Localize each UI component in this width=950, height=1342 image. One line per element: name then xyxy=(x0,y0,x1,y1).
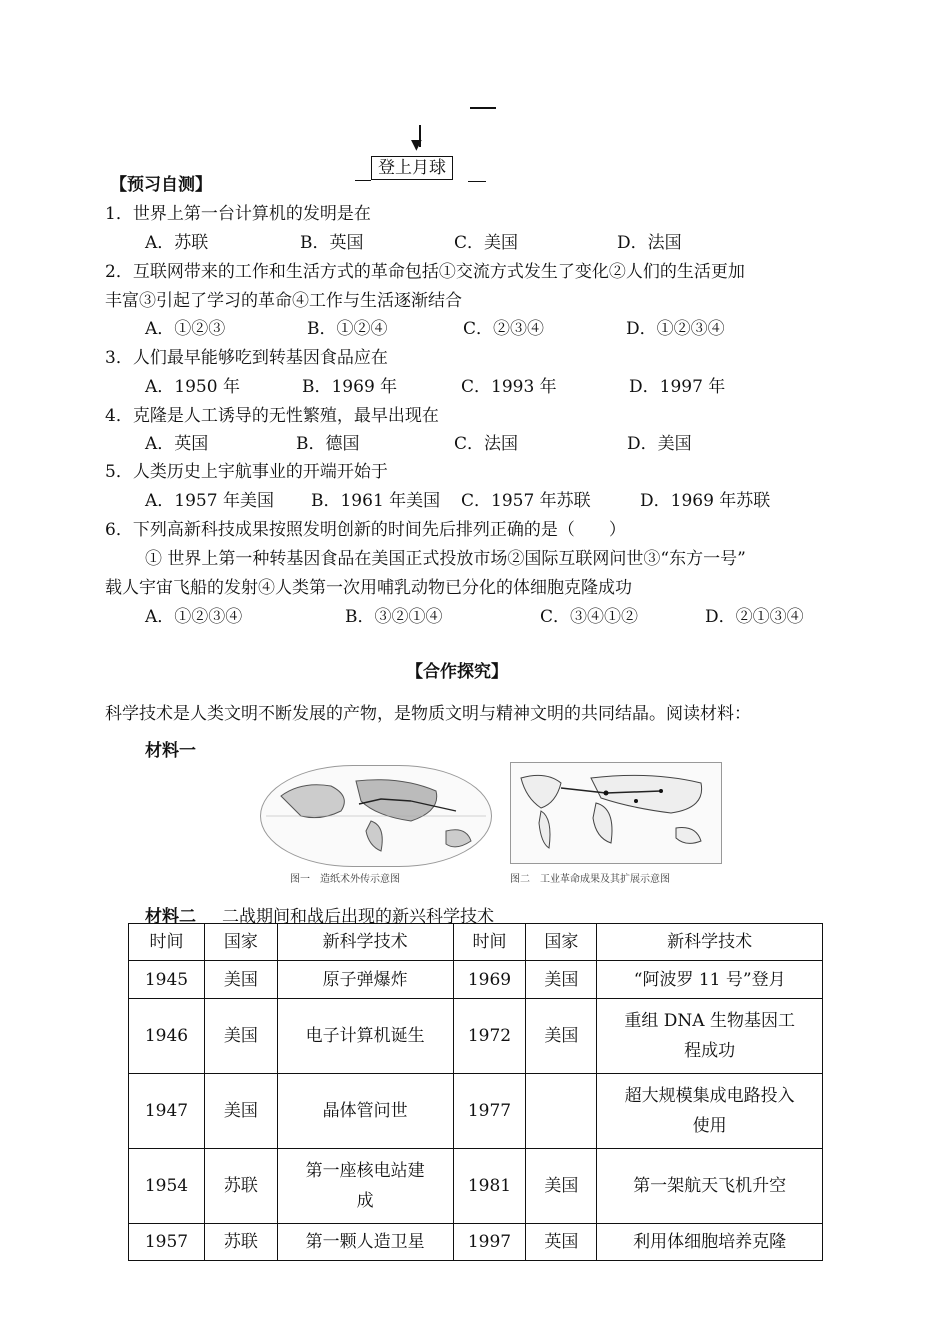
table-cell: 英国 xyxy=(526,1224,597,1261)
q1-option-b: B．英国 xyxy=(300,233,364,253)
q4-option-c: C．法国 xyxy=(454,434,519,454)
q6-option-a: A．①②③④ xyxy=(145,607,243,627)
q4-option-d: D．美国 xyxy=(627,434,692,454)
q6-option-b: B．③②①④ xyxy=(345,607,443,627)
q5-option-c: C．1957 年苏联 xyxy=(461,491,591,511)
material2-label: 材料二 xyxy=(145,907,196,927)
diagram-right-line xyxy=(468,181,486,182)
q5-stem: 5．人类历史上宇航事业的开端开始于 xyxy=(105,462,388,482)
table-cell: 美国 xyxy=(526,961,597,999)
table-cell: 超大规模集成电路投入使用 xyxy=(597,1074,823,1149)
preview-heading: 【预习自测】 xyxy=(110,175,212,195)
table-cell: 美国 xyxy=(526,1149,597,1224)
q3-option-b: B．1969 年 xyxy=(302,377,398,397)
q6-stem-continued-2: 载人宇宙飞船的发射④人类第一次用哺乳动物已分化的体细胞克隆成功 xyxy=(105,578,632,598)
q6-stem: 6．下列高新科技成果按照发明创新的时间先后排列正确的是（ ） xyxy=(105,520,626,540)
table-cell: 1947 xyxy=(129,1074,205,1149)
map1-illustration xyxy=(261,766,491,866)
table-cell: 美国 xyxy=(204,999,277,1074)
table-cell: 晶体管问世 xyxy=(277,1074,453,1149)
q3-option-c: C．1993 年 xyxy=(461,377,557,397)
material2-title: 二战期间和战后出现的新兴科学技术 xyxy=(222,907,494,927)
q5-option-d: D．1969 年苏联 xyxy=(640,491,771,511)
diagram-top-line xyxy=(470,107,496,109)
table-header-cell: 国家 xyxy=(204,924,277,961)
q2-stem: 2．互联网带来的工作和生活方式的革命包括①交流方式发生了变化②人们的生活更加 xyxy=(105,262,745,282)
q5-option-b: B．1961 年美国 xyxy=(311,491,441,511)
diagram-arrow-head: ▼ xyxy=(411,137,422,153)
q6-stem-continued: ① 世界上第一种转基因食品在美国正式投放市场②国际互联网问世③“东方一号” xyxy=(145,549,746,569)
table-cell: 1957 xyxy=(129,1224,205,1261)
map2-illustration xyxy=(511,763,721,863)
q2-option-d: D．①②③④ xyxy=(626,319,725,339)
q2-option-c: C．②③④ xyxy=(463,319,545,339)
table-cell: 1969 xyxy=(453,961,526,999)
tech-table xyxy=(128,923,823,1261)
table-cell: 第一颗人造卫星 xyxy=(277,1224,453,1261)
table-cell: “阿波罗 11 号”登月 xyxy=(597,961,823,999)
q1-option-a: A．苏联 xyxy=(145,233,209,253)
table-row xyxy=(129,1149,823,1224)
table-cell xyxy=(526,1074,597,1149)
table-cell: 第一架航天飞机升空 xyxy=(597,1149,823,1224)
q1-stem: 1．世界上第一台计算机的发明是在 xyxy=(105,204,371,224)
table-header-cell: 新科学技术 xyxy=(277,924,453,961)
q2-stem-continued: 丰富③引起了学习的革命④工作与生活逐渐结合 xyxy=(105,291,462,311)
table-cell: 1977 xyxy=(453,1074,526,1149)
q1-option-d: D．法国 xyxy=(617,233,682,253)
table-cell: 美国 xyxy=(204,1074,277,1149)
table-cell: 苏联 xyxy=(204,1149,277,1224)
q3-stem: 3．人们最早能够吃到转基因食品应在 xyxy=(105,348,388,368)
q4-stem: 4．克隆是人工诱导的无性繁殖，最早出现在 xyxy=(105,406,439,426)
material1-label: 材料一 xyxy=(145,741,196,761)
table-cell: 1972 xyxy=(453,999,526,1074)
table-header-cell: 新科学技术 xyxy=(597,924,823,961)
table-cell: 美国 xyxy=(204,961,277,999)
q4-option-b: B．德国 xyxy=(296,434,360,454)
q6-option-c: C．③④①② xyxy=(540,607,639,627)
table-cell: 原子弹爆炸 xyxy=(277,961,453,999)
diagram-box-moon-landing: 登上月球 xyxy=(371,156,453,180)
q6-option-d: D．②①③④ xyxy=(705,607,804,627)
table-header-row xyxy=(129,924,823,961)
map1-caption: 图一 造纸术外传示意图 xyxy=(290,874,400,885)
q1-option-c: C．美国 xyxy=(454,233,519,253)
q4-option-a: A．英国 xyxy=(145,434,209,454)
q2-option-a: A．①②③ xyxy=(145,319,226,339)
table-cell: 1946 xyxy=(129,999,205,1074)
table-cell: 电子计算机诞生 xyxy=(277,999,453,1074)
table-header-cell: 时间 xyxy=(129,924,205,961)
table-cell: 第一座核电站建成 xyxy=(277,1149,453,1224)
table-cell: 重组 DNA 生物基因工程成功 xyxy=(597,999,823,1074)
table-header-cell: 时间 xyxy=(453,924,526,961)
table-cell: 美国 xyxy=(526,999,597,1074)
table-cell: 利用体细胞培养克隆 xyxy=(597,1224,823,1261)
q5-option-a: A．1957 年美国 xyxy=(145,491,274,511)
cooperation-heading: 【合作探究】 xyxy=(406,662,508,682)
q2-option-b: B．①②④ xyxy=(307,319,388,339)
diagram-left-line xyxy=(355,180,371,181)
table-row xyxy=(129,999,823,1074)
map2-caption: 图二 工业革命成果及其扩展示意图 xyxy=(510,874,670,885)
table-header-cell: 国家 xyxy=(526,924,597,961)
cooperation-intro: 科学技术是人类文明不断发展的产物，是物质文明与精神文明的共同结晶。阅读材料： xyxy=(105,704,751,724)
table-row xyxy=(129,961,823,999)
table-cell: 1997 xyxy=(453,1224,526,1261)
table-cell: 1945 xyxy=(129,961,205,999)
table-row xyxy=(129,1224,823,1261)
table-row xyxy=(129,1074,823,1149)
map-papermaking-spread xyxy=(260,765,492,867)
table-cell: 1954 xyxy=(129,1149,205,1224)
q3-option-d: D．1997 年 xyxy=(629,377,726,397)
map-industrial-revolution xyxy=(510,762,722,864)
table-cell: 1981 xyxy=(453,1149,526,1224)
q3-option-a: A．1950 年 xyxy=(145,377,240,397)
table-cell: 苏联 xyxy=(204,1224,277,1261)
